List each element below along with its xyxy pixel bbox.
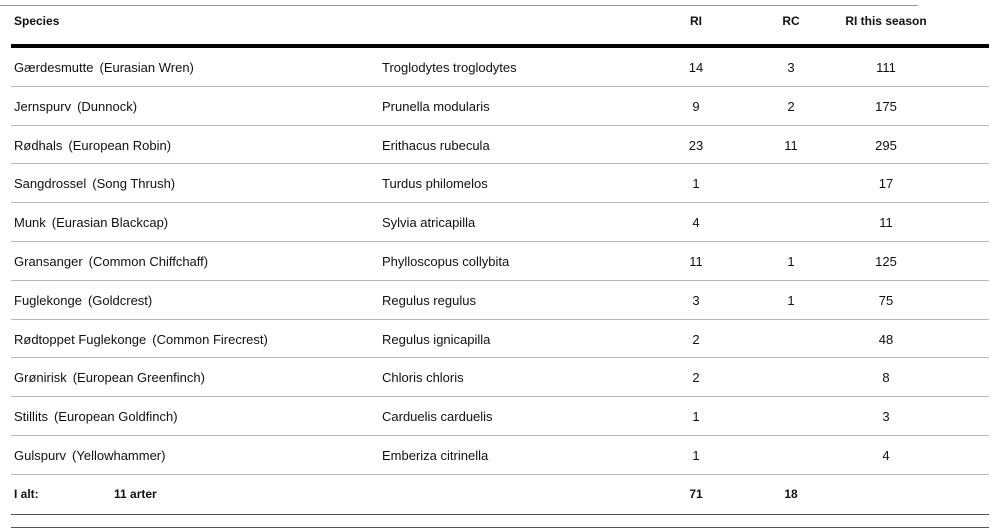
species-name: [14, 215, 168, 230]
bottom-rule: [11, 527, 989, 528]
latin-name: Erithacus rubecula: [382, 137, 490, 153]
latin-name: Turdus philomelos: [382, 176, 488, 192]
danish-name: Gulspurv: [14, 447, 67, 463]
rc-value: 1: [787, 253, 795, 269]
species-name: [14, 99, 137, 114]
ri-value: 3: [692, 292, 700, 308]
ri-value: 1: [692, 176, 700, 192]
total-ri: 71: [689, 486, 703, 501]
ri-value: 2: [692, 331, 700, 347]
table-header: [11, 0, 989, 44]
danish-name: Gærdesmutte: [14, 60, 94, 75]
total-row: [11, 475, 989, 515]
danish-name: Rødhals: [14, 137, 63, 153]
ri-value: 23: [688, 137, 704, 153]
english-name: (Eurasian Wren): [99, 60, 194, 75]
english-name: (Yellowhammer): [72, 447, 166, 463]
rc-value: 11: [784, 137, 798, 153]
species-name: [14, 293, 152, 308]
latin-name: Regulus ignicapilla: [382, 331, 491, 347]
ri-season-value: 3: [882, 409, 890, 425]
english-name: (Dunnock): [77, 98, 138, 114]
table-row: [11, 87, 989, 126]
rc-value: 3: [787, 60, 795, 75]
species-name: [14, 176, 175, 191]
danish-name: Gransanger: [14, 253, 83, 269]
latin-name: Troglodytes troglodytes: [382, 60, 517, 75]
english-name: (Goldcrest): [87, 292, 153, 308]
ri-season-value: 48: [878, 331, 894, 347]
ri-value: 9: [692, 98, 700, 114]
table-row: [11, 164, 989, 203]
english-name: (Song Thrush): [92, 176, 176, 192]
ri-value: 14: [688, 60, 704, 75]
total-species-count: 11 arter: [114, 486, 157, 501]
ri-season-value: 125: [875, 253, 897, 269]
ri-value: 2: [692, 370, 700, 386]
latin-name: Carduelis carduelis: [382, 409, 493, 425]
header-ri: RI: [690, 14, 702, 28]
danish-name: Jernspurv: [14, 98, 72, 114]
ri-value: 4: [692, 215, 700, 231]
table-row: [11, 242, 989, 281]
danish-name: Sangdrossel: [14, 176, 87, 192]
table-row: [11, 126, 989, 165]
english-name: (Common Chiffchaff): [88, 253, 209, 269]
table-body: [11, 48, 989, 475]
table-row: [11, 203, 989, 242]
ri-season-value: 75: [878, 292, 894, 308]
english-name: (European Goldfinch): [53, 409, 178, 425]
danish-name: Rødtoppet Fuglekonge: [14, 331, 147, 347]
latin-name: Chloris chloris: [382, 370, 464, 386]
species-name: [14, 332, 268, 347]
danish-name: Fuglekonge: [14, 292, 82, 308]
header-rc: RC: [782, 14, 800, 28]
header-species: Species: [14, 14, 60, 28]
rc-value: 2: [787, 98, 795, 114]
ri-season-value: 8: [882, 370, 890, 386]
species-name: [14, 448, 165, 463]
ri-season-value: 111: [876, 60, 896, 75]
table-row: [11, 397, 989, 436]
species-name: [14, 60, 194, 75]
ri-season-value: 17: [878, 176, 894, 192]
ri-season-value: 175: [875, 98, 897, 114]
danish-name: Stillits: [14, 409, 48, 425]
ri-value: 1: [692, 409, 700, 425]
latin-name: Sylvia atricapilla: [382, 215, 476, 231]
latin-name: Prunella modularis: [382, 98, 490, 114]
species-name: [14, 370, 205, 385]
species-table: [11, 0, 989, 515]
rc-value: 1: [787, 292, 795, 308]
english-name: (Eurasian Blackcap): [51, 215, 169, 231]
ri-season-value: 4: [882, 447, 890, 463]
english-name: (Common Firecrest): [152, 331, 268, 347]
species-name: [14, 254, 208, 269]
danish-name: Grønirisk: [14, 370, 67, 386]
table-row: [11, 48, 989, 87]
ri-value: 11: [689, 253, 703, 269]
english-name: (European Robin): [68, 137, 172, 153]
table-row: [11, 281, 989, 320]
latin-name: Emberiza citrinella: [382, 447, 489, 463]
total-rc: 18: [784, 486, 798, 501]
ri-season-value: 11: [879, 215, 893, 231]
table-row: [11, 436, 989, 475]
total-label: I alt:: [14, 486, 39, 501]
english-name: (European Greenfinch): [72, 370, 205, 386]
table-row: [11, 320, 989, 359]
danish-name: Munk: [14, 215, 46, 231]
species-name: [14, 138, 171, 153]
ri-season-value: 295: [875, 137, 897, 153]
latin-name: Regulus regulus: [382, 292, 476, 308]
ri-value: 1: [692, 447, 700, 463]
latin-name: Phylloscopus collybita: [382, 253, 510, 269]
header-ri-this-season: RI this season: [845, 14, 927, 28]
species-name: [14, 409, 178, 424]
table-row: [11, 358, 989, 397]
